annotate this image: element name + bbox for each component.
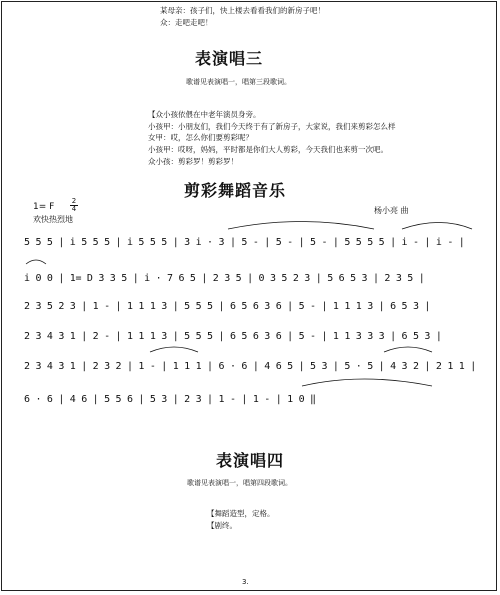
stage-direction: 【剧终。 xyxy=(207,521,237,530)
dialogue-line: 某母亲：孩子们，快上楼去看看我们的新房子吧！ xyxy=(160,6,325,15)
score-page xyxy=(1,1,497,591)
tempo-marking: 欢快热烈地 xyxy=(33,215,73,224)
time-signature-top: 2 xyxy=(71,197,77,205)
notation-text: 5 5 5 | i 5 5 5 | i 5 5 5 | 3 i · 3 | 5 - | 5 - | 5 - | 5 5 5 5 | i - | i - | xyxy=(24,237,465,248)
stage-direction: 【舞蹈造型，定格。 xyxy=(207,509,275,518)
time-signature xyxy=(70,198,78,213)
stage-direction: 【众小孩依偎在中老年演员身旁。 xyxy=(148,110,261,119)
music-line-2 xyxy=(24,266,480,284)
music-line-5 xyxy=(24,354,480,372)
section-note: 歌谱见表演唱一，唱第四段歌词。 xyxy=(187,479,292,487)
section-title: 表演唱三 xyxy=(195,49,264,68)
music-line-3 xyxy=(24,294,480,312)
dialogue-line: 女甲：哎，怎么你们要剪彩呢？ xyxy=(148,133,253,142)
notation-text: 2 3 4 3 1 | 2 3 2 | 1 - | 1 1 1 | 6 · 6 | 4 6 5 | 5 3 | 5 · 5 | 4 3 2 | 2 1 1 | xyxy=(24,361,476,372)
music-title: 剪彩舞蹈音乐 xyxy=(184,181,287,200)
notation-text: 2 3 5 2 3 | 1 - | 1 1 1 3 | 5 5 5 | 6 5 6 3 6 | 5 - | 1 1 1 3 | 6 5 3 | xyxy=(24,301,431,312)
time-signature-bottom: 4 xyxy=(71,205,77,213)
section-title: 表演唱四 xyxy=(216,451,285,470)
notation-text: 2 3 4 3 1 | 2 - | 1 1 1 3 | 5 5 5 | 6 5 6 3 6 | 5 - | 1 1 3 3 3 | 6 5 3 | xyxy=(24,331,442,342)
page-number: 3. xyxy=(242,578,249,586)
notation-text: 6 · 6 | 4 6 | 5 5 6 | 5 3 | 2 3 | 1 - | 1 - | 1 0 ‖ xyxy=(24,394,316,405)
music-line-1 xyxy=(24,230,480,248)
dialogue-line: 众：走吧走吧！ xyxy=(160,18,213,27)
dialogue-line: 众小孩：剪彩罗！剪彩罗！ xyxy=(148,157,238,166)
music-line-4 xyxy=(24,324,480,342)
dialogue-line: 小孩甲：小朋友们，我们今天终于有了新房子，大家说，我们来剪彩怎么样 xyxy=(148,122,396,131)
key-signature: 1= F xyxy=(33,202,55,212)
notation-text: i 0 0 | 1= D 3 3 5 | i · 7 6 5 | 2 3 5 | 0 3 5 2 3 | 5 6 5 3 | 2 3 5 | xyxy=(24,273,425,284)
section-note: 歌谱见表演唱一，唱第三段歌词。 xyxy=(186,78,291,86)
dialogue-line: 小孩甲：哎呀，妈妈，平时都是你们大人剪彩，今天我们也来剪一次吧。 xyxy=(148,145,388,154)
music-line-6 xyxy=(24,387,480,405)
composer-credit: 杨小亮 曲 xyxy=(374,206,409,215)
